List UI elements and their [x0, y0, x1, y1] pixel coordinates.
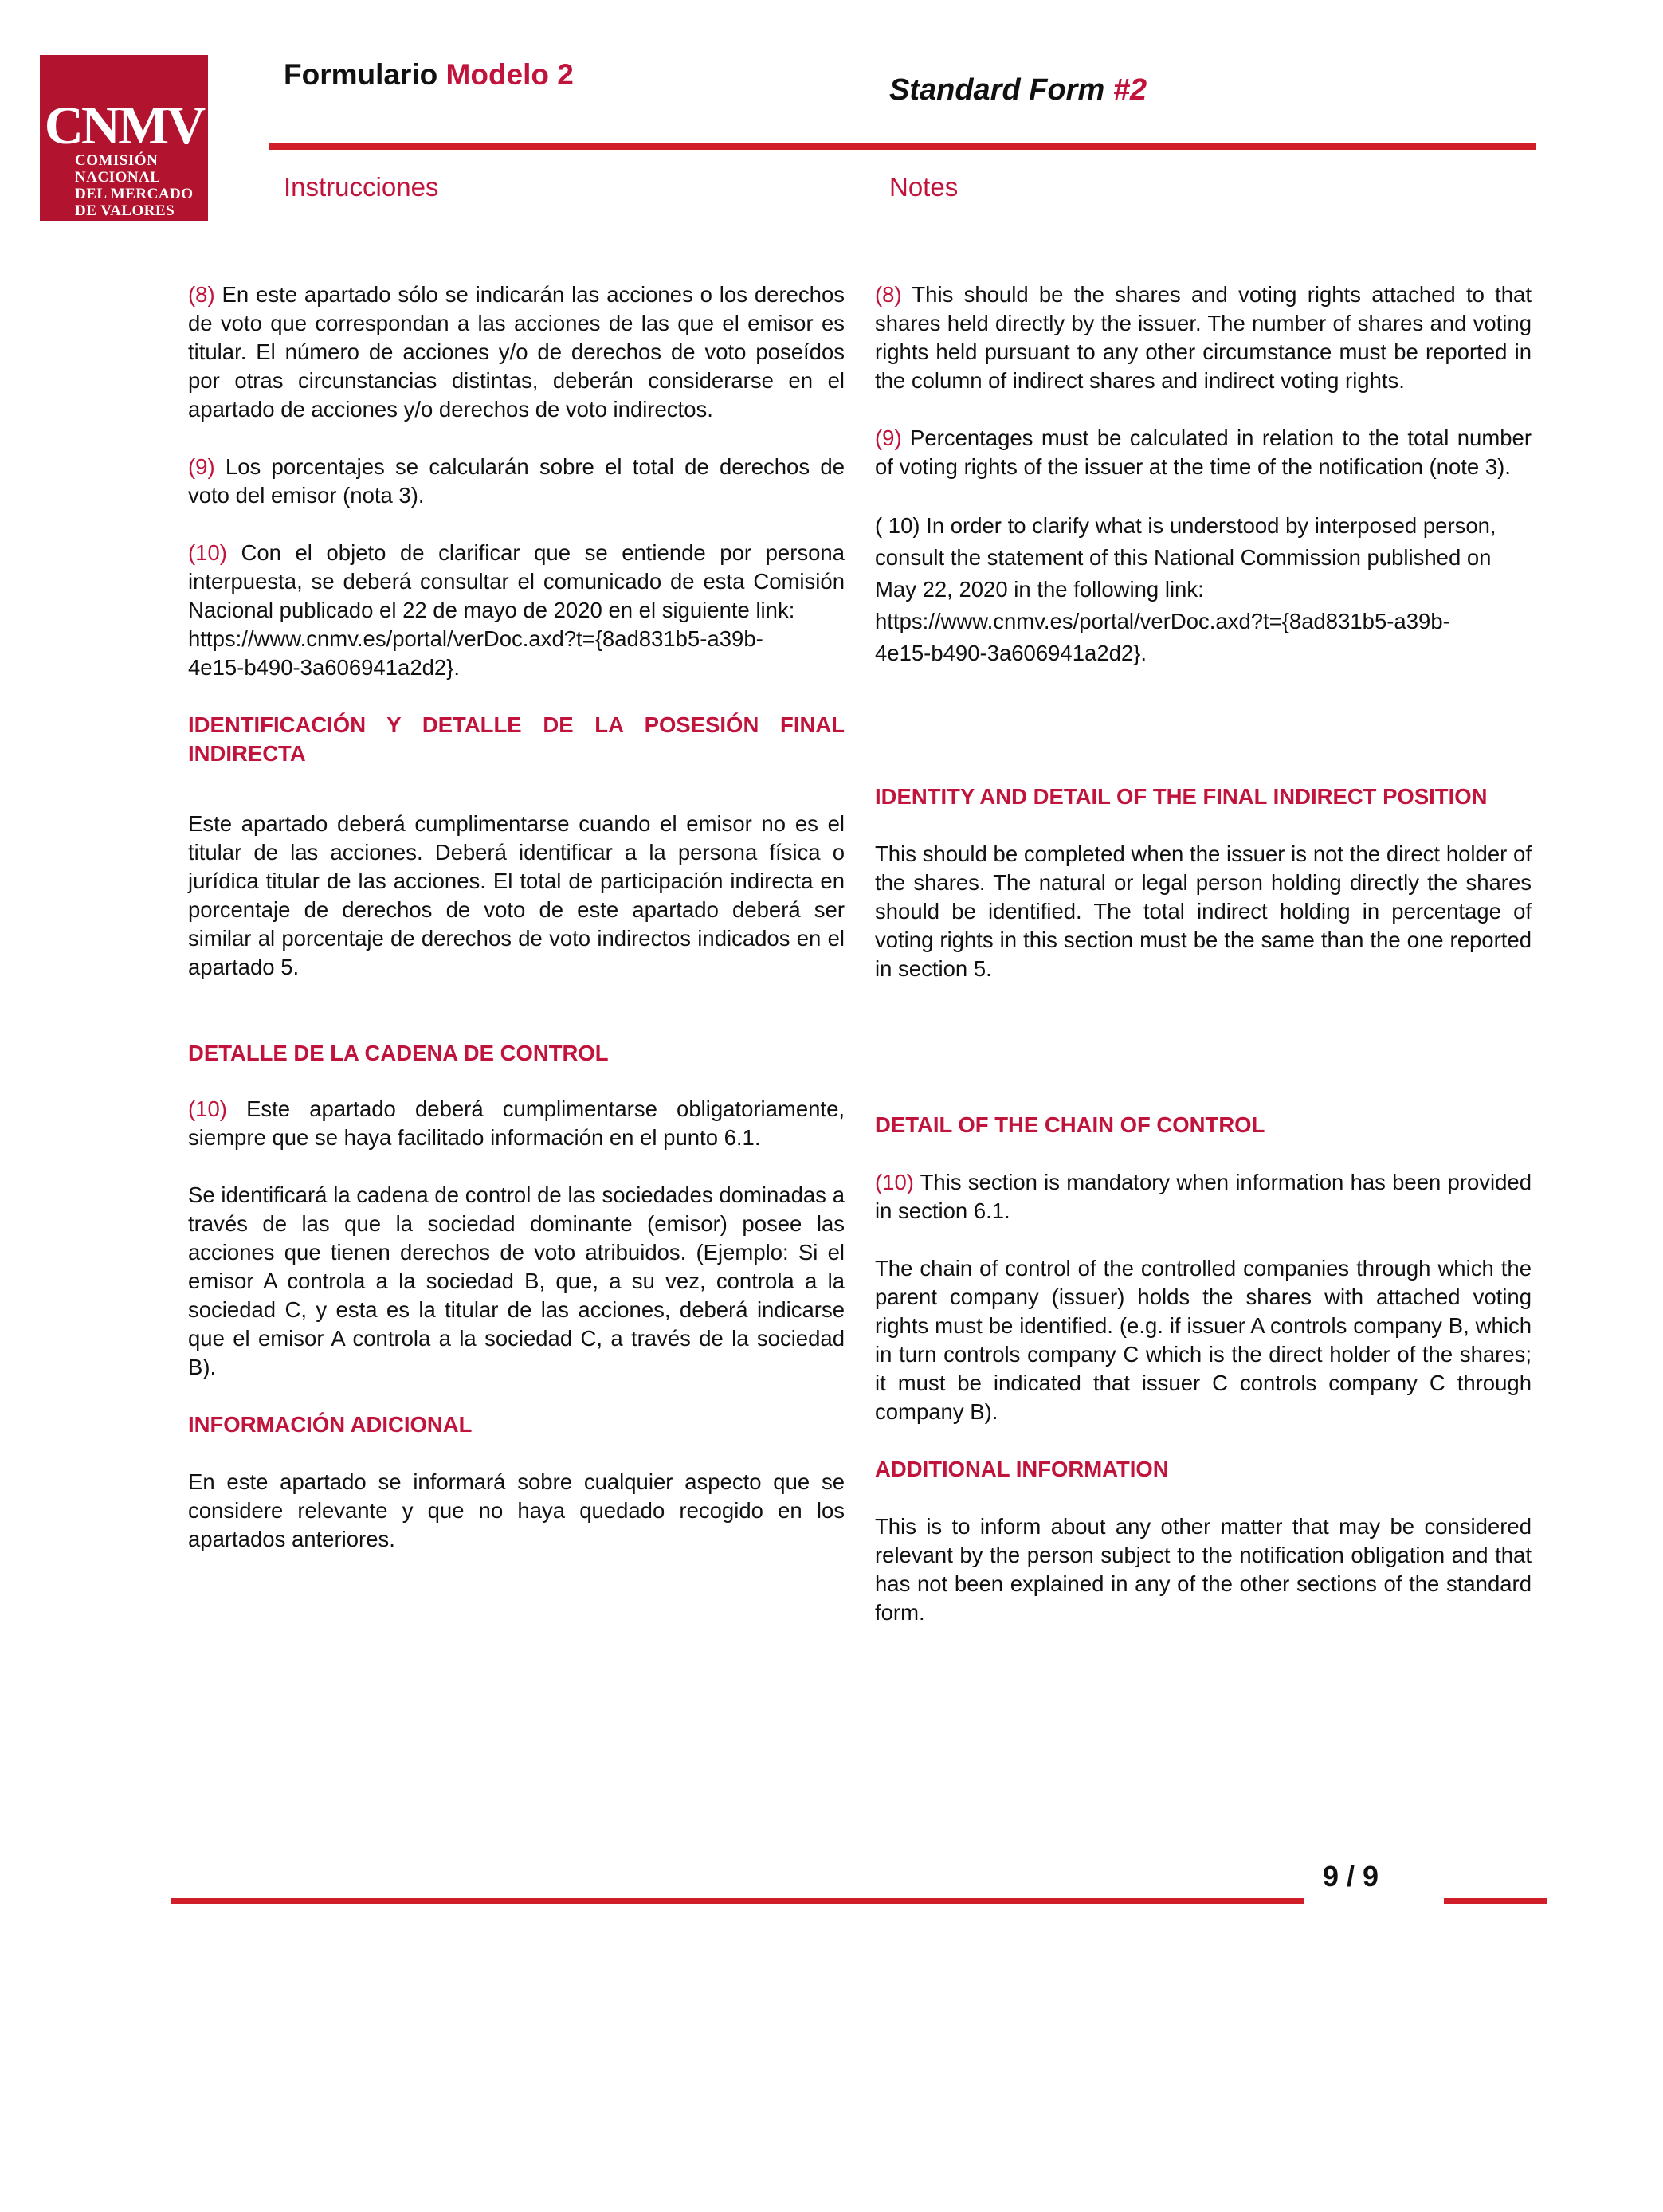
note-9-en-number: (9) — [875, 426, 902, 450]
chain-en-number: (10) — [875, 1170, 914, 1194]
footer-rule-right — [1444, 1898, 1547, 1904]
note-10-es-text: Con el objeto de clarificar que se entiende por persona interpuesta, se deberá consultar el comunicado de esta Comisión Nacional publicado el 22 de mayo de 2020 en el siguiente link: — [188, 540, 845, 622]
cnmv-logo — [40, 55, 208, 221]
note-10-en-link-line1: https://www.cnmv.es/portal/verDoc.axd?t={8ad831b5-a39b- — [875, 609, 1450, 633]
para-chain-of-control-2: The chain of control of the controlled companies through which the parent company (issuer) holds the shares with attached voting rights must be identified. (e.g. if issuer A controls company B, which in turn controls company C which is the direct holder of the shares; it must be indicated that issuer C controls company C through company B). — [875, 1256, 1532, 1424]
chain-en-text: This section is mandatory when information has been provided in section 6.1. — [875, 1170, 1532, 1223]
page-number: 9 / 9 — [1323, 1860, 1379, 1892]
note-10-en-link-line2: 4e15-b490-3a606941a2d2}. — [875, 641, 1147, 665]
note-8-en-number: (8) — [875, 282, 902, 307]
heading-cadena-control: DETALLE DE LA CADENA DE CONTROL — [188, 1041, 609, 1065]
note-9-es — [188, 453, 845, 510]
subtitle-instrucciones: Instrucciones — [284, 172, 439, 202]
logo-line-4: DE VALORES — [75, 202, 175, 219]
para-identificacion: Este apartado deberá cumplimentarse cuando el emisor no es el titular de las acciones. Deberá identificar a la persona física o jurídica titular de las acciones. El total de participación indirecta en porcentaje de derechos de voto de este apartado deberá ser similar al porcentaje de derechos de voto indirectos indicados en el apartado 5. — [188, 811, 845, 979]
form-title-es — [284, 58, 574, 92]
note-9-en — [875, 424, 1532, 481]
form-title-en-prefix: Standard Form — [889, 73, 1113, 107]
heading-identity-detail: IDENTITY AND DETAIL OF THE FINAL INDIRECT POSITION — [875, 784, 1488, 809]
note-9-en-text: Percentages must be calculated in relation to the total number of voting rights of the issuer at the time of the notification (note 3). — [875, 426, 1532, 479]
para-cadena-control-1 — [188, 1095, 845, 1152]
logo-line-3: DEL MERCADO — [75, 186, 194, 202]
note-10-es-link-line2: 4e15-b490-3a606941a2d2}. — [188, 655, 461, 680]
note-10-en — [875, 510, 1532, 669]
logo-wordmark: CNMV — [44, 95, 204, 155]
para-identity-detail: This should be completed when the issuer is not the direct holder of the shares. The natural or legal person holding directly the shares should be identified. The total indirect holding in percentage of voting rights in this section must be the same than the one reported in section 5. — [875, 841, 1532, 981]
logo-line-1: COMISIÓN — [75, 152, 159, 169]
note-10-es-link-line1: https://www.cnmv.es/portal/verDoc.axd?t={8ad831b5-a39b- — [188, 626, 763, 651]
heading-chain-of-control: DETAIL OF THE CHAIN OF CONTROL — [875, 1112, 1265, 1137]
note-8-en-text: This should be the shares and voting rights attached to that shares held directly by the issuer. The number of shares and voting rights held pursuant to any other circumstance must be reported in the column of indirect shares and indirect voting rights. — [875, 282, 1532, 393]
notes-column-en — [875, 280, 1532, 1627]
note-10-es — [188, 539, 845, 682]
chain-es-text: Este apartado deberá cumplimentarse obligatoriamente, siempre que se haya facilitado información en el punto 6.1. — [188, 1096, 845, 1150]
logo-line-2: NACIONAL — [75, 169, 161, 186]
note-10-en-text: In order to clarify what is understood by interposed person, consult the statement of this National Commission published on May 22, 2020 in the following link: — [875, 513, 1496, 602]
form-title-es-model: Modelo 2 — [445, 58, 574, 91]
subtitle-notes: Notes — [889, 172, 959, 202]
para-chain-of-control-1 — [875, 1168, 1532, 1226]
header-divider — [269, 143, 1536, 150]
footer-rule-left — [171, 1898, 1304, 1904]
heading-identificacion: IDENTIFICACIÓN Y DETALLE DE LA POSESIÓN FINAL INDIRECTA — [188, 712, 845, 766]
form-title-en — [889, 73, 1147, 108]
note-10-en-number: ( 10) — [875, 513, 920, 538]
note-10-es-number: (10) — [188, 540, 227, 565]
heading-informacion-adicional: INFORMACIÓN ADICIONAL — [188, 1412, 473, 1437]
note-8-en — [875, 280, 1532, 395]
note-9-es-number: (9) — [188, 454, 215, 479]
heading-additional-information: ADDITIONAL INFORMATION — [875, 1457, 1169, 1481]
instructions-column-es — [188, 280, 845, 1554]
form-title-en-number: #2 — [1112, 73, 1147, 107]
para-additional-information: This is to inform about any other matter that may be considered relevant by the person subject to the notification obligation and that has not been explained in any of the other sections of the standard form. — [875, 1514, 1532, 1625]
para-cadena-control-2: Se identificará la cadena de control de las sociedades dominadas a través de las que la sociedad dominante (emisor) posee las acciones que tienen derechos de voto atribuidos. (Ejemplo: Si el emisor A controla a la sociedad B, que, a su vez, controla a la sociedad C, y esta es la titular de las acciones, deberá indicarse que el emisor A controla a la sociedad C, a través de la sociedad B). — [188, 1182, 845, 1379]
note-8-es-text: En este apartado sólo se indicarán las acciones o los derechos de voto que correspondan a las acciones de las que el emisor es titular. El número de acciones y/o de derechos de voto poseídos por otras circunstancias distintas, deberán considerarse en el apartado de acciones y/o derechos de voto indirectos. — [188, 282, 845, 422]
note-9-es-text: Los porcentajes se calcularán sobre el total de derechos de voto del emisor (nota 3). — [188, 454, 845, 508]
note-8-es-number: (8) — [188, 282, 215, 307]
note-8-es — [188, 280, 845, 424]
para-informacion-adicional: En este apartado se informará sobre cualquier aspecto que se considere relevante y que no haya quedado recogido en los apartados anteriores. — [188, 1469, 845, 1551]
form-title-es-prefix: Formulario — [284, 58, 446, 91]
chain-es-number: (10) — [188, 1096, 227, 1121]
